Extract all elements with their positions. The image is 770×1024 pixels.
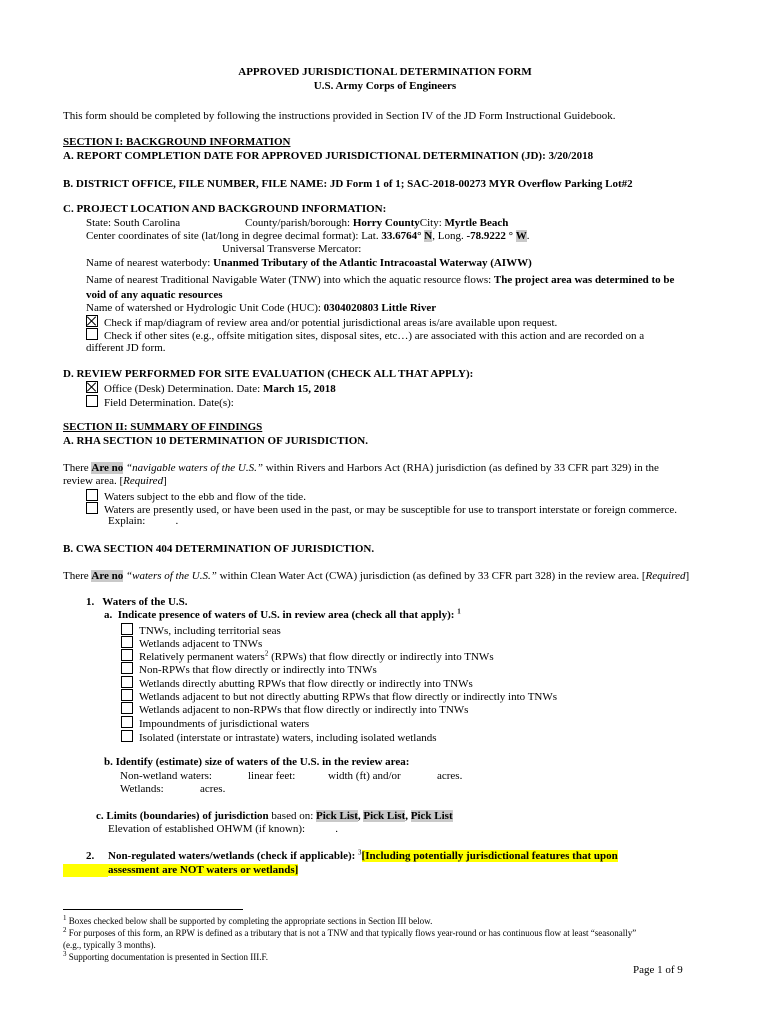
cwa-required: Required	[645, 570, 686, 582]
waters-label: Non-RPWs that flow directly or indirectly into TNWs	[139, 664, 377, 676]
rha-commerce-label: Waters are presently used, or have been used in the past, or may be susceptible for use to transport interstate or foreign commerce.	[104, 504, 678, 516]
nonreg-label: Non-regulated waters/wetlands (check if applicable):	[108, 850, 359, 862]
pick-list-dropdown-2[interactable]: Pick List	[363, 810, 406, 822]
elevation-line: Elevation of established OHWM (if known): .	[108, 823, 339, 835]
field-det-checkbox[interactable]	[86, 395, 98, 407]
section2-a-heading: A. RHA SECTION 10 DETERMINATION OF JURISDICTION.	[63, 435, 368, 447]
limits-line: c. Limits (boundaries) of jurisdiction based on: Pick List, Pick List, Pick List	[96, 810, 453, 822]
footnote-3: $^3$ Supporting documentation is presented in Section III.F.	[63, 950, 268, 962]
waters-checkbox[interactable]	[121, 702, 133, 714]
waterbody-line	[86, 257, 532, 270]
form-title: APPROVED JURISDICTIONAL DETERMINATION FORM	[238, 66, 532, 78]
field-det-label: Field Determination. Date(s):	[104, 397, 234, 409]
waterbody-value: Unanmed Tributary of the Atlantic Intracoastal Waterway (AIWW)	[213, 257, 532, 269]
section1-c-heading: C. PROJECT LOCATION AND BACKGROUND INFORMATION:	[63, 203, 387, 215]
section2-b-heading: B. CWA SECTION 404 DETERMINATION OF JURISDICTION.	[63, 543, 375, 555]
rha-quote: “navigable waters of the U.S.”	[123, 462, 263, 474]
cwa-end: ]	[685, 570, 690, 582]
presence-heading-line	[104, 609, 461, 622]
page-number: Page 1 of 9	[633, 964, 683, 976]
limits-heading: c. Limits (boundaries) of jurisdiction	[96, 810, 269, 822]
tnw-line	[86, 274, 674, 287]
huc-label: Name of watershed or Hydrologic Unit Code (HUC):	[86, 302, 324, 314]
pick-list-dropdown-1[interactable]: Pick List	[316, 810, 358, 822]
huc-line	[86, 302, 436, 315]
tnw-value: The project area was determined to be	[493, 274, 675, 286]
state-label: State: South Carolina	[86, 217, 181, 229]
rpw-rest: (RPWs) that flow directly or indirectly into TNWs	[268, 651, 494, 663]
coordinates-line: Center coordinates of site (lat/long in degree decimal format): Lat. 33.6764° N, Long. -78.9222 ° W.	[86, 230, 530, 242]
other-sites-label-cont: different JD form.	[86, 342, 166, 354]
presence-heading: a. Indicate presence of waters of U.S. in review area (check all that apply):	[104, 609, 458, 621]
other-sites-row	[86, 328, 644, 343]
size-heading: b. Identify (estimate) size of waters of the U.S. in the review area:	[104, 756, 410, 768]
waters-checkbox[interactable]	[121, 649, 133, 661]
waters-label: Isolated (interstate or intrastate) waters, including isolated wetlands	[139, 732, 437, 744]
footnote-2: $^2$ For purposes of this form, an RPW is defined as a tributary that is not a TNW and that typically flows year-round or has continuous flow at least “seasonally”	[63, 926, 637, 938]
rha-line	[63, 462, 659, 475]
form-subtitle: U.S. Army Corps of Engineers	[313, 80, 457, 92]
waters-list-item	[121, 730, 437, 745]
lat-dir[interactable]: N	[424, 230, 433, 242]
waters-label: Wetlands adjacent to non-RPWs that flow directly or indirectly into TNWs	[139, 704, 469, 716]
waters-checkbox[interactable]	[121, 730, 133, 742]
intro-text: This form should be completed by following the instructions provided in Section IV of the JD Form Instructional Guidebook.	[63, 110, 616, 122]
pick-list-dropdown-3[interactable]: Pick List	[410, 810, 453, 822]
section1-b: B. DISTRICT OFFICE, FILE NUMBER, FILE NAME: JD Form 1 of 1; SAC-2018-00273 MYR Overflow Parking Lot#2	[63, 178, 633, 190]
rha-commerce-checkbox[interactable]	[86, 502, 98, 514]
waters-checkbox[interactable]	[121, 623, 133, 635]
rha-ebb-checkbox[interactable]	[86, 489, 98, 501]
rha-line2-b: ]	[163, 475, 167, 487]
county-value: Horry County	[352, 217, 420, 229]
map-available-checkbox[interactable]	[86, 315, 98, 327]
rha-line2-a: review area. [	[63, 475, 124, 487]
other-sites-checkbox[interactable]	[86, 328, 98, 340]
waters-label: Impoundments of jurisdictional waters	[139, 718, 310, 730]
waters-label: Wetlands adjacent to but not directly abutting RPWs that flow directly or indirectly into TNWs	[139, 691, 558, 703]
lat-value: 33.6764°	[381, 230, 422, 242]
section2-heading: SECTION II: SUMMARY OF FINDINGS	[63, 421, 263, 433]
rha-explain: Explain: .	[108, 515, 179, 527]
footnote-divider	[63, 909, 243, 910]
map-check-label: Check if map/diagram of review area and/or potential jurisdictional areas is/are available upon request.	[104, 317, 558, 329]
office-det-row	[86, 381, 336, 396]
utm-label: Universal Transverse Mercator:	[222, 243, 362, 255]
section1-d-heading: D. REVIEW PERFORMED FOR SITE EVALUATION (CHECK ALL THAT APPLY):	[63, 368, 474, 380]
tnw-label: Name of nearest Traditional Navigable Water (TNW) into which the aquatic resource flows:	[86, 274, 494, 286]
rha-ebb-label: Waters subject to the ebb and flow of the tide.	[104, 491, 306, 503]
limits-based: based on:	[268, 810, 317, 822]
acres-label-2: acres.	[200, 783, 226, 795]
rha-line2	[63, 475, 167, 488]
waters-checkbox[interactable]	[121, 676, 133, 688]
waters-checkbox[interactable]	[121, 662, 133, 674]
rha-rest: within Rivers and Harbors Act (RHA) jurisdiction (as defined by 33 CFR part 329) in the	[262, 462, 659, 474]
waters-list-item	[121, 662, 377, 677]
cwa-there: There	[63, 570, 92, 582]
waters-checkbox[interactable]	[121, 689, 133, 701]
nonreg-bracket-2: assessment are NOT waters or wetlands]	[108, 864, 299, 876]
cwa-rest: within Clean Water Act (CWA) jurisdiction (as defined by 33 CFR part 328) in the review area. [	[216, 570, 646, 582]
cwa-quote: “waters of the U.S.”	[123, 570, 217, 582]
nonreg-footnote-ref: 3	[358, 848, 362, 857]
other-sites-label: Check if other sites (e.g., offsite mitigation sites, disposal sites, etc…) are associated with this action and are recorded on a	[104, 330, 645, 342]
long-label: , Long.	[432, 230, 467, 242]
nonreg-num: 2.	[86, 850, 95, 862]
waters-label: TNWs, including territorial seas	[139, 625, 281, 637]
nonreg-line	[108, 850, 618, 863]
city-label: City:	[419, 217, 445, 229]
waters-label: Relatively permanent waters	[139, 651, 265, 663]
rha-are-no-select[interactable]: Are no	[91, 462, 124, 474]
waters-label: Wetlands adjacent to TNWs	[139, 638, 263, 650]
rha-required: Required	[123, 475, 164, 487]
tnw-value-cont: void of any aquatic resources	[86, 289, 223, 301]
office-det-label: Office (Desk) Determination. Date:	[104, 383, 263, 395]
field-det-row	[86, 395, 234, 410]
footnote-1: $^1$ Boxes checked below shall be supported by completing the appropriate sections in Section III below.	[63, 914, 433, 926]
nonreg-line-2	[63, 864, 298, 877]
linear-feet-label: linear feet:	[248, 770, 296, 782]
waters-checkbox[interactable]	[121, 636, 133, 648]
rpw-footnote-ref: 2	[264, 649, 269, 658]
waters-heading: 1. Waters of the U.S.	[86, 596, 188, 608]
office-det-checkbox[interactable]	[86, 381, 98, 393]
waterbody-label: Name of nearest waterbody:	[86, 257, 214, 269]
county-label: County/parish/borough:	[245, 217, 353, 229]
wetlands-label: Wetlands:	[120, 783, 164, 795]
rha-there: There	[63, 462, 92, 474]
nonreg-bracket-1: [Including potentially jurisdictional features that upon	[361, 850, 618, 862]
county-city-line	[245, 217, 508, 230]
cwa-are-no-select[interactable]: Are no	[91, 570, 124, 582]
waters-label: Wetlands directly abutting RPWs that flow directly or indirectly into TNWs	[139, 678, 473, 690]
cwa-line	[63, 570, 689, 583]
long-dir[interactable]: W	[515, 230, 527, 242]
office-det-date: March 15, 2018	[262, 383, 336, 395]
width-label: width (ft) and/or	[328, 770, 401, 782]
long-value: -78.9222 °	[466, 230, 514, 242]
waters-list-item	[121, 702, 468, 717]
waters-list-item	[121, 716, 309, 731]
section1-a: A. REPORT COMPLETION DATE FOR APPROVED JURISDICTIONAL DETERMINATION (JD): 3/20/2018	[63, 150, 594, 162]
coords-label: Center coordinates of site (lat/long in degree decimal format): Lat.	[86, 230, 382, 242]
acres-label-1: acres.	[437, 770, 463, 782]
nonwetland-label: Non-wetland waters:	[120, 770, 212, 782]
presence-footnote-ref: 1	[457, 607, 461, 616]
section1-heading: SECTION I: BACKGROUND INFORMATION	[63, 136, 291, 148]
city-value: Myrtle Beach	[444, 217, 509, 229]
waters-checkbox[interactable]	[121, 716, 133, 728]
footnote-2-cont: (e.g., typically 3 months).	[63, 940, 156, 950]
huc-value: 0304020803 Little River	[323, 302, 437, 314]
